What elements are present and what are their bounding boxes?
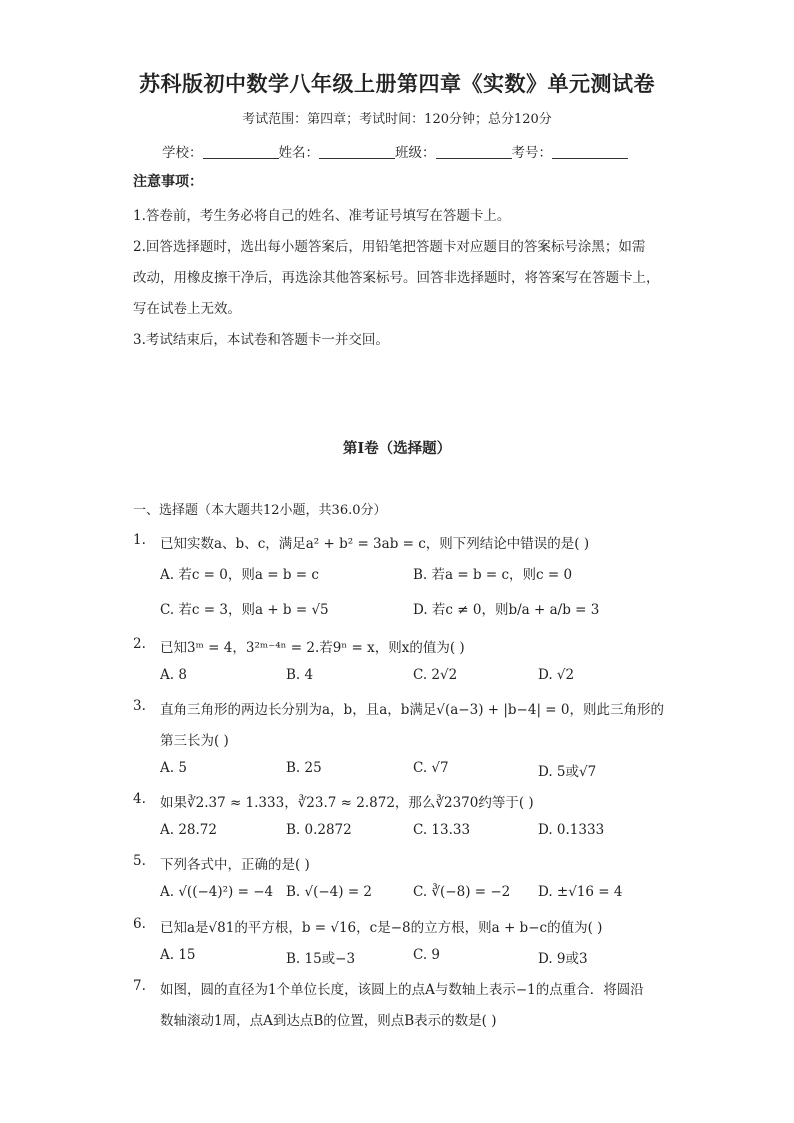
class-label: 班级： — [395, 145, 436, 161]
class-blank[interactable] — [436, 144, 512, 159]
question-number: 3. — [133, 698, 146, 714]
option-c[interactable]: C. 若c = 3，则a + b = √5 — [160, 602, 329, 618]
question-number: 5. — [133, 853, 146, 869]
option-b[interactable]: B. 4 — [286, 667, 314, 683]
option-b[interactable]: B. 25 — [286, 760, 322, 776]
option-a[interactable]: A. 8 — [160, 667, 187, 683]
question-number: 4. — [133, 791, 146, 807]
option-d[interactable]: D. √2 — [538, 667, 575, 683]
question-text: 如图，圆的直径为1个单位长度，该圆上的点A与数轴上表示−1的点重合．将圆沿 — [160, 982, 644, 998]
question-text: 已知实数a、b、c，满足a² + b² = 3ab = c，则下列结论中错误的是( ) — [160, 536, 590, 552]
school-blank[interactable] — [203, 144, 279, 159]
question-text: 直角三角形的两边长分别为a，b，且a，b满足√(a−3) + |b−4| = 0，则此三角形的 — [160, 702, 664, 718]
option-a[interactable]: A. 15 — [160, 947, 196, 963]
exam-subtitle: 考试范围：第四章；考试时间：120分钟；总分120分 — [242, 112, 552, 127]
question-text: 已知3ᵐ = 4，3²ᵐ⁻⁴ⁿ = 2.若9ⁿ = x，则x的值为( ) — [160, 640, 465, 656]
notice-item: 1.答卷前，考生务必将自己的姓名、准考证号填写在答题卡上。 — [133, 208, 511, 224]
option-c[interactable]: C. 2√2 — [413, 667, 458, 683]
question-number: 1. — [133, 532, 146, 548]
option-d[interactable]: D. 5或√7 — [538, 764, 597, 780]
option-a[interactable]: A. 若c = 0，则a = b = c — [160, 567, 319, 583]
question-number: 7. — [133, 978, 146, 994]
notice-item: 2.回答选择题时，选出每小题答案后，用铅笔把答题卡对应题目的答案标号涂黑；如需 — [133, 239, 646, 255]
option-d[interactable]: D. 若c ≠ 0，则b/a + a/b = 3 — [413, 602, 600, 618]
notice-item: 3.考试结束后，本试卷和答题卡一并交回。 — [133, 332, 389, 348]
option-c[interactable]: C. √7 — [413, 760, 449, 776]
student-info-line — [162, 141, 628, 161]
option-a[interactable]: A. √((−4)²) = −4 — [160, 884, 274, 900]
notice-item: 写在试卷上无效。 — [133, 301, 241, 317]
option-a[interactable]: A. 28.72 — [160, 822, 217, 838]
page-title: 苏科版初中数学八年级上册第四章《实数》单元测试卷 — [139, 71, 655, 96]
option-d[interactable]: D. ±√16 = 4 — [538, 884, 623, 900]
option-b[interactable]: B. 若a = b = c，则c = 0 — [413, 567, 573, 583]
section-title: 第I卷（选择题） — [342, 440, 452, 457]
exam-number-label: 考号： — [511, 145, 552, 161]
question-text-continued: 第三长为( ) — [160, 733, 229, 749]
option-c[interactable]: C. 9 — [413, 947, 441, 963]
option-b[interactable]: B. √(−4) = 2 — [286, 884, 373, 900]
school-label: 学校： — [162, 145, 203, 161]
notice-item: 改动，用橡皮擦干净后，再选涂其他答案标号。回答非选择题时，将答案写在答题卡上， — [133, 270, 660, 286]
option-d[interactable]: D. 9或3 — [538, 951, 588, 967]
option-d[interactable]: D. 0.1333 — [538, 822, 605, 838]
option-c[interactable]: C. 13.33 — [413, 822, 471, 838]
part-title: 一、选择题（本大题共12小题，共36.0分） — [133, 503, 387, 518]
question-text: 下列各式中，正确的是( ) — [160, 857, 310, 873]
name-label: 姓名： — [278, 145, 319, 161]
notice-heading: 注意事项： — [133, 174, 203, 190]
option-c[interactable]: C. ∛(−8) = −2 — [413, 884, 511, 900]
exam-number-blank[interactable] — [552, 144, 628, 159]
question-text: 已知a是√81的平方根，b = √16，c是−8的立方根，则a + b−c的值为( ) — [160, 920, 603, 936]
option-a[interactable]: A. 5 — [160, 760, 187, 776]
option-b[interactable]: B. 15或−3 — [286, 951, 356, 967]
option-b[interactable]: B. 0.2872 — [286, 822, 352, 838]
question-number: 6. — [133, 916, 146, 932]
question-text: 如果∛2.37 ≈ 1.333，∛23.7 ≈ 2.872，那么∛2370约等于( ) — [160, 795, 534, 811]
question-number: 2. — [133, 636, 146, 652]
name-blank[interactable] — [319, 144, 395, 159]
question-text-continued: 数轴滚动1周，点A到达点B的位置，则点B表示的数是( ) — [160, 1013, 497, 1029]
